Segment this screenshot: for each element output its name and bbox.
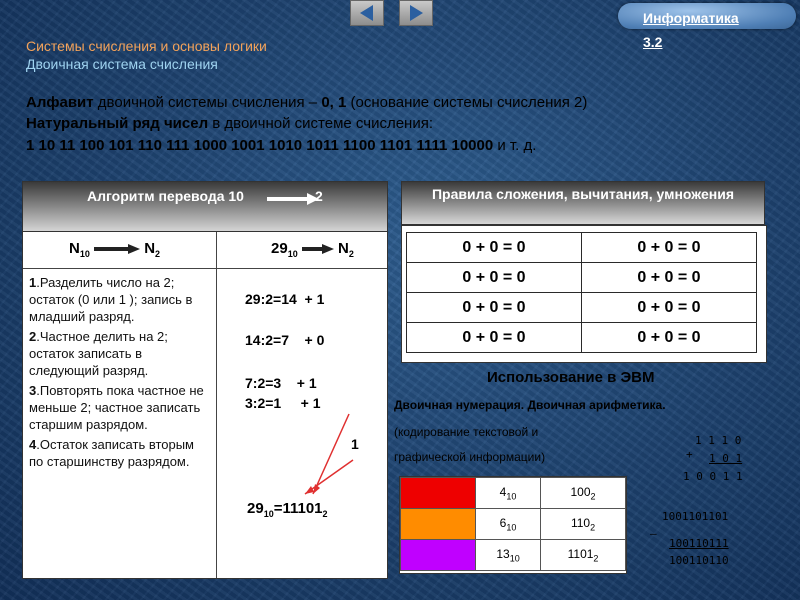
col-header-n10-n2: $N_{10}$ $N_2$ — [69, 240, 161, 259]
color-code-table — [399, 476, 627, 574]
alphabet-line: Алфавит двоичной системы счисления – 0, 1 (основание системы счисления 2) — [26, 94, 588, 111]
addition-operand-a: 1 1 1 0 — [695, 434, 742, 447]
color-binary: $100_2$ — [541, 478, 626, 509]
calc-step: 14:2=7 + 0 — [245, 332, 325, 348]
addition-operand-b: 1 0 1 — [709, 452, 743, 465]
usage-subtitle: Двоичная нумерация. Двоичная арифметика. — [394, 398, 666, 412]
algorithm-step: 2.Частное делить на 2; остаток записать в следующий разряд. — [29, 329, 168, 378]
usage-note: (кодирование текстовой и — [394, 425, 539, 439]
color-swatch — [401, 540, 476, 571]
calc-step: 7:2=3 + 1 — [245, 375, 317, 391]
algorithm-table — [22, 231, 388, 579]
calc-step: 29:2=14 + 1 — [245, 291, 325, 307]
algorithm-title: Алгоритм перевода 10 2 — [22, 181, 388, 233]
addition-sum: 1 0 0 1 1 — [683, 470, 743, 483]
color-decimal: $6_{10}$ — [476, 509, 541, 540]
natural-series-line: Натуральный ряд чисел в двоичной системе счисления: — [26, 115, 433, 132]
subtraction-result: 100110110 — [669, 554, 729, 567]
triangle-left-icon — [351, 1, 383, 25]
algorithm-step: 1.Разделить число на 2; остаток (0 или 1 ); запись в младший разряд. — [29, 275, 193, 324]
rules-table — [401, 225, 767, 363]
conversion-result: $29_{10}=11101_2$ — [247, 500, 328, 519]
color-binary: $1101_2$ — [541, 540, 626, 571]
rule-cell: 0 + 0 = 0 — [582, 233, 757, 263]
subtraction-operator: – — [650, 527, 657, 540]
subject-title: Системы счисления и основы логики — [26, 38, 267, 54]
topic-title: Двоичная система счисления — [26, 56, 218, 72]
table-row — [407, 263, 757, 293]
rule-cell: 0 + 0 = 0 — [582, 263, 757, 293]
usage-note: графической информации) — [394, 450, 546, 464]
next-slide-button[interactable] — [399, 0, 433, 26]
rule-cell: 0 + 0 = 0 — [407, 323, 582, 353]
calc-step: 1 — [351, 436, 359, 452]
arrow-right-icon — [267, 192, 319, 206]
calc-step: 3:2=1 + 1 — [245, 395, 321, 411]
table-row — [401, 540, 626, 571]
subtraction-operand-b: 100110111 — [669, 537, 729, 550]
rule-cell: 0 + 0 = 0 — [582, 323, 757, 353]
addition-operator: + — [686, 448, 693, 461]
section-link[interactable]: Информатика 3.2 — [643, 10, 739, 50]
color-decimal: $4_{10}$ — [476, 478, 541, 509]
algorithm-step: 4.Остаток записать вторым по старшинству разрядом. — [29, 437, 194, 469]
rule-cell: 0 + 0 = 0 — [407, 263, 582, 293]
triangle-right-icon — [400, 1, 432, 25]
color-binary: $110_2$ — [541, 509, 626, 540]
subtraction-operand-a: 1001101101 — [662, 510, 729, 523]
table-row — [401, 509, 626, 540]
color-swatch — [401, 478, 476, 509]
usage-title: Использование в ЭВМ — [487, 369, 655, 386]
table-row — [407, 323, 757, 353]
table-row — [401, 478, 626, 509]
remainder-arrows — [23, 232, 387, 578]
rules-title: Правила сложения, вычитания, умножения — [401, 181, 765, 225]
rule-cell: 0 + 0 = 0 — [407, 293, 582, 323]
col-header-29-n2: $29_{10}$ $N_2$ — [271, 240, 354, 259]
rule-cell: 0 + 0 = 0 — [407, 233, 582, 263]
prev-slide-button[interactable] — [350, 0, 384, 26]
table-row — [407, 293, 757, 323]
rule-cell: 0 + 0 = 0 — [582, 293, 757, 323]
color-decimal: $13_{10}$ — [476, 540, 541, 571]
algorithm-step: 3.Повторять пока частное не меньше 2; частное записать старшим разрядом. — [29, 383, 204, 432]
table-row — [407, 233, 757, 263]
color-swatch — [401, 509, 476, 540]
natural-series-values: 1 10 11 100 101 110 111 1000 1001 1010 1011 1100 1101 1111 10000 и т. д. — [26, 137, 537, 154]
